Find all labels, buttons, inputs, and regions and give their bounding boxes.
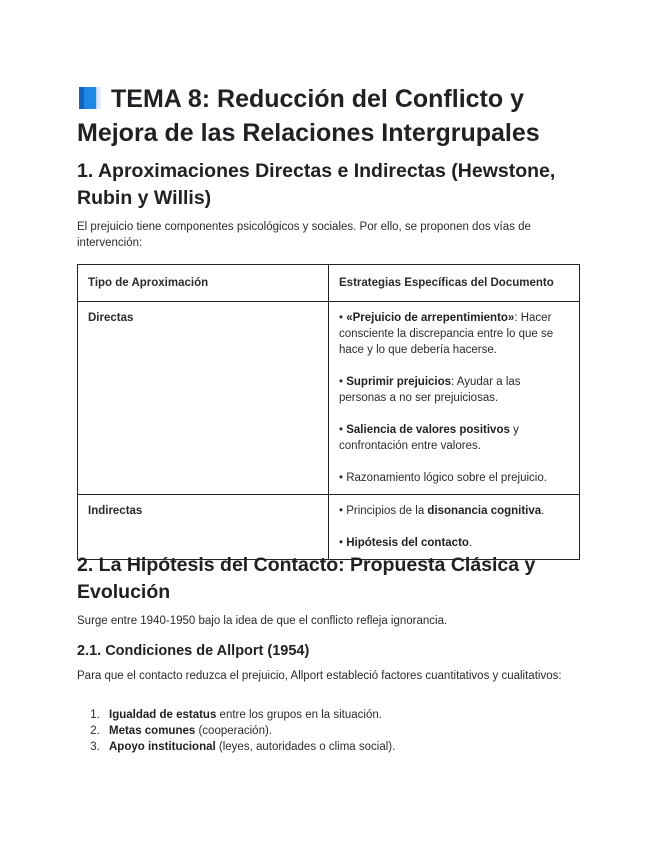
page-title [77,82,577,150]
strategy-bold: Saliencia de valores positivos [346,424,510,436]
list-item [103,739,603,755]
list-item: • Principios de la disonancia cognitiva. [339,505,545,517]
strategy-text: : Hacer consciente la discrepancia entre lo que se hace y lo que debería hacerse. [339,312,554,356]
table-cell-strategies [329,495,580,560]
approaches-table [77,264,580,560]
condition-bold: Metas comunes [109,725,196,737]
table-cell-strategies [329,302,580,495]
section-2-intro: Surge entre 1940-1950 bajo la idea de que el conflicto refleja ignorancia. [77,615,448,627]
strategy-text: Razonamiento lógico sobre el prejuicio. [346,472,547,484]
condition-bold: Igualdad de estatus [109,709,217,721]
condition-text: (leyes, autoridades o clima social). [215,741,396,753]
condition-bold: Apoyo institucional [109,741,216,753]
table-row-indirectas [78,495,580,560]
section-1-intro: El prejuicio tiene componentes psicológicos y sociales. Por ello, se proponen dos vías de intervención: [77,221,531,249]
allport-conditions-list [77,707,603,755]
table-header-strategies: Estrategias Específicas del Documento [329,265,580,302]
blue-book-icon [77,85,103,111]
list-item: • Hipótesis del contacto. [339,537,473,549]
subsection-2-1-intro: Para que el contacto reduzca el prejuicio, Allport estableció factores cuantitativos y cualitativos: [77,670,562,682]
list-item: • Saliencia de valores positivos y confrontación entre valores. [339,424,519,452]
strategy-bold: «Prejuicio de arrepentimiento» [346,312,515,324]
table-header-row [78,265,580,302]
condition-text: (cooperación). [195,725,272,737]
table-cell-type: Indirectas [78,495,329,560]
condition-text: entre los grupos en la situación. [216,709,382,721]
table-cell-type: Directas [78,302,329,495]
strategy-bold: disonancia cognitiva [427,505,542,517]
section-1-heading: 1. Aproximaciones Directas e Indirectas (Hewstone, Rubin y Willis) [77,160,556,209]
strategy-bold: Hipótesis del contacto [346,537,469,549]
list-item [103,707,603,723]
list-item [103,723,603,739]
table-row-directas [78,302,580,495]
approaches-table-wrapper [77,264,580,560]
table-header-type: Tipo de Aproximación [78,265,329,302]
strategy-bold: Suprimir prejuicios [346,376,452,388]
strategy-text: . [468,537,473,549]
page-title-text: TEMA 8: Reducción del Conflicto y Mejora de las Relaciones Intergrupales [77,85,540,147]
strategy-text: y confrontación entre valores. [339,424,519,452]
list-item: • Suprimir prejuicios: Ayudar a las personas a no ser prejuiciosas. [339,376,521,404]
section-2-heading: 2. La Hipótesis del Contacto: Propuesta Clásica y Evolución [77,554,536,603]
list-item: • Razonamiento lógico sobre el prejuicio. [339,472,547,484]
list-item: • «Prejuicio de arrepentimiento»: Hacer consciente la discrepancia entre lo que se hace y lo que debería hacerse. [339,312,554,356]
subsection-2-1-heading: 2.1. Condiciones de Allport (1954) [77,643,310,659]
strategy-text: Principios de la [346,505,428,517]
strategy-text: : Ayudar a las personas a no ser prejuiciosas. [339,376,521,404]
strategy-text: . [541,505,545,517]
